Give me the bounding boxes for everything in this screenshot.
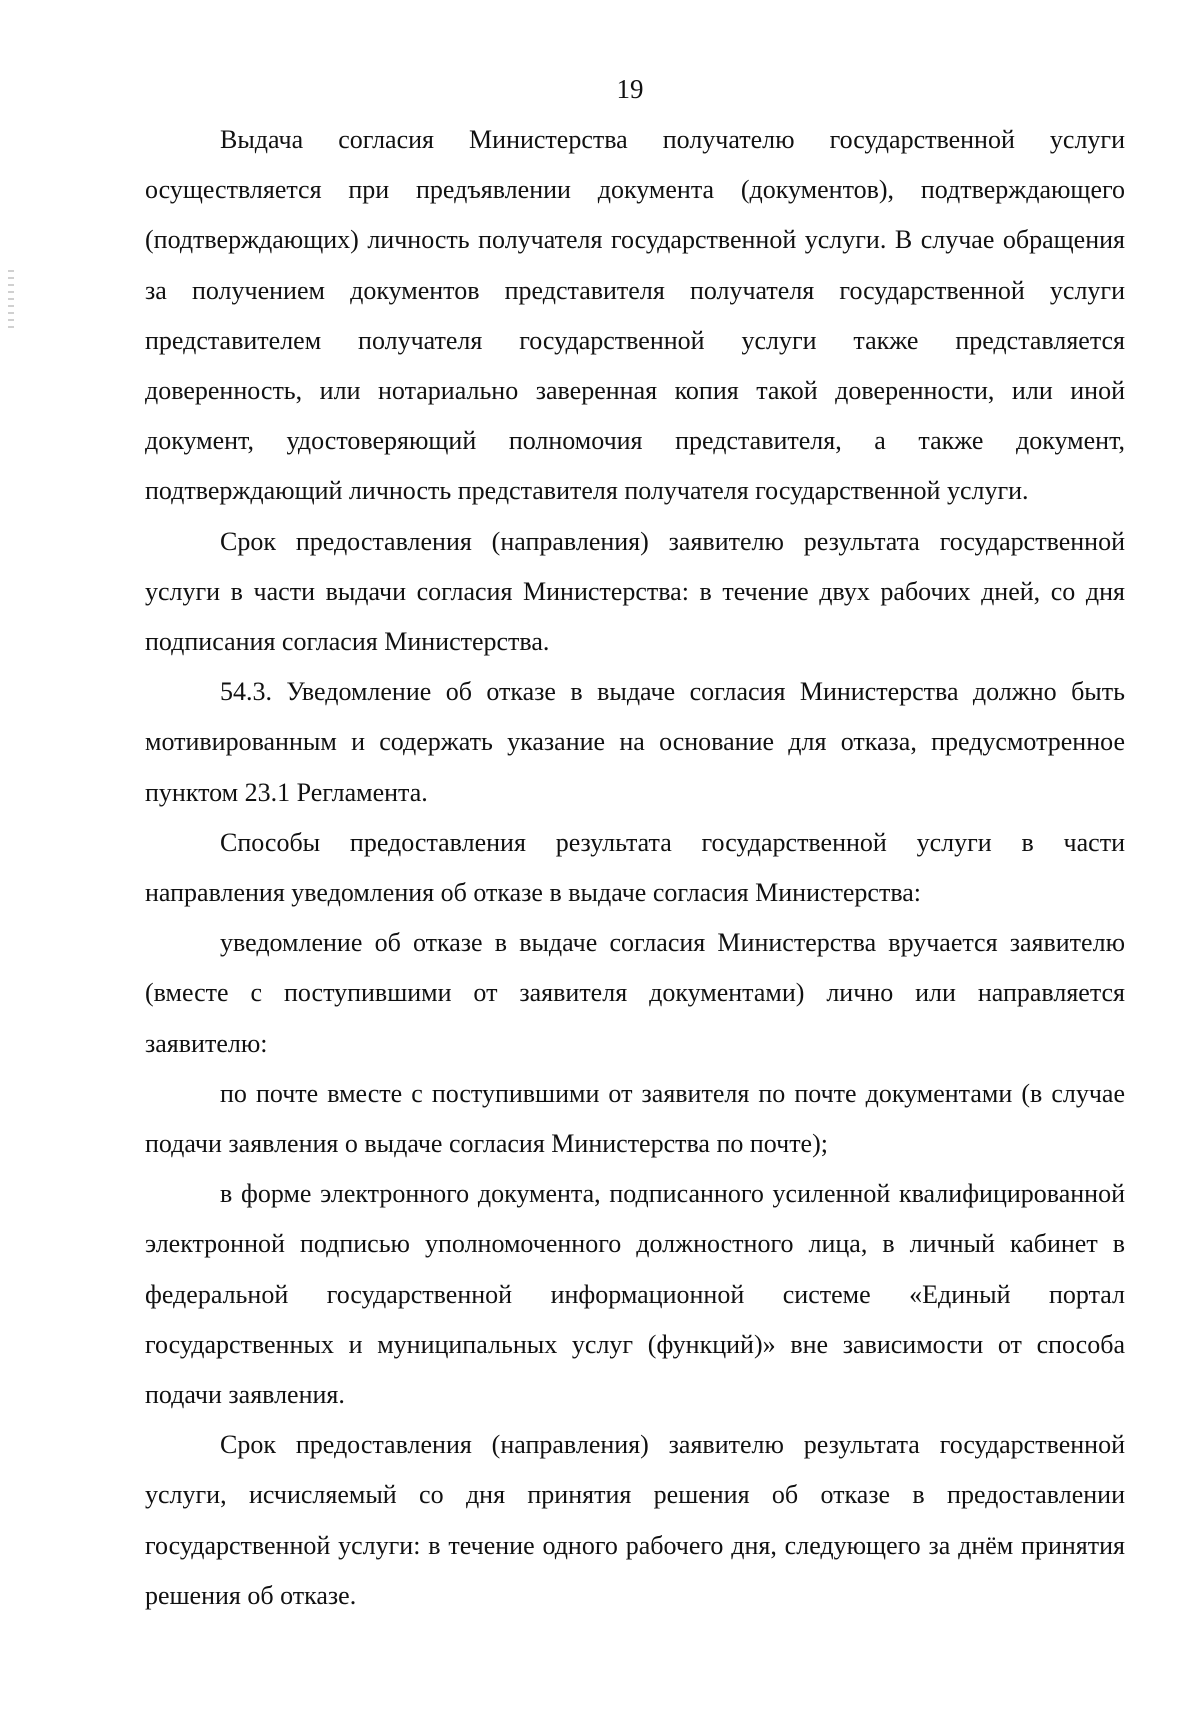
paragraph-in-person-delivery: уведомление об отказе в выдаче согласия Министерства вручается заявителю (вместе с поступившими от заявителя документами) лично или направляется заявителю: <box>145 928 1125 1058</box>
paragraph-consent-deadline: Срок предоставления (направления) заявителю результата государственной услуги в части выдачи согласия Министерства: в течение двух рабочих дней, со дня подписания согласия Министерства. <box>145 526 1125 657</box>
paragraph-postal-delivery: по почте вместе с поступившими от заявителя по почте документами (в случае подачи заявления о выдаче согласия Министерства по почте); <box>145 1078 1125 1159</box>
paragraph-issuance-consent: Выдача согласия Министерства получателю государственной услуги осуществляется при предъявлении документа (документов), подтверждающего (подтверждающих) личность получателя государственной услуги. В случае обращения за получением документов представителя получателя государственной услуги представителем получателя государственной услуги также представляется доверенность, или нотариально заверенная копия такой доверенности, или иной документ, удостоверяющий полномочия представителя, а также документ, подтверждающий личность представителя получателя государственной услуги. <box>145 125 1125 506</box>
document-body <box>145 115 1125 1621</box>
paragraph-refusal-deadline: Срок предоставления (направления) заявителю результата государственной услуги, исчисляемый со дня принятия решения об отказе в предоставлении государственной услуги: в течение одного рабочего дня, следующего за днём принятия решения об отказе. <box>145 1430 1125 1610</box>
page-number: 19 <box>616 74 644 104</box>
scan-artifact <box>8 270 14 330</box>
paragraph-electronic-delivery: в форме электронного документа, подписанного усиленной квалифицированной электронной подписью уполномоченного должностного лица, в личный кабинет в федеральной государственной информационной системе «Единый портал государственных и муниципальных услуг (функций)» вне зависимости от способа подачи заявления. <box>145 1179 1125 1410</box>
paragraph-refusal-notice: 54.3. Уведомление об отказе в выдаче согласия Министерства должно быть мотивированным и содержать указание на основание для отказа, предусмотренное пунктом 23.1 Регламента. <box>145 677 1125 807</box>
paragraph-delivery-methods: Способы предоставления результата государственной услуги в части направления уведомления об отказе в выдаче согласия Министерства: <box>145 827 1125 908</box>
